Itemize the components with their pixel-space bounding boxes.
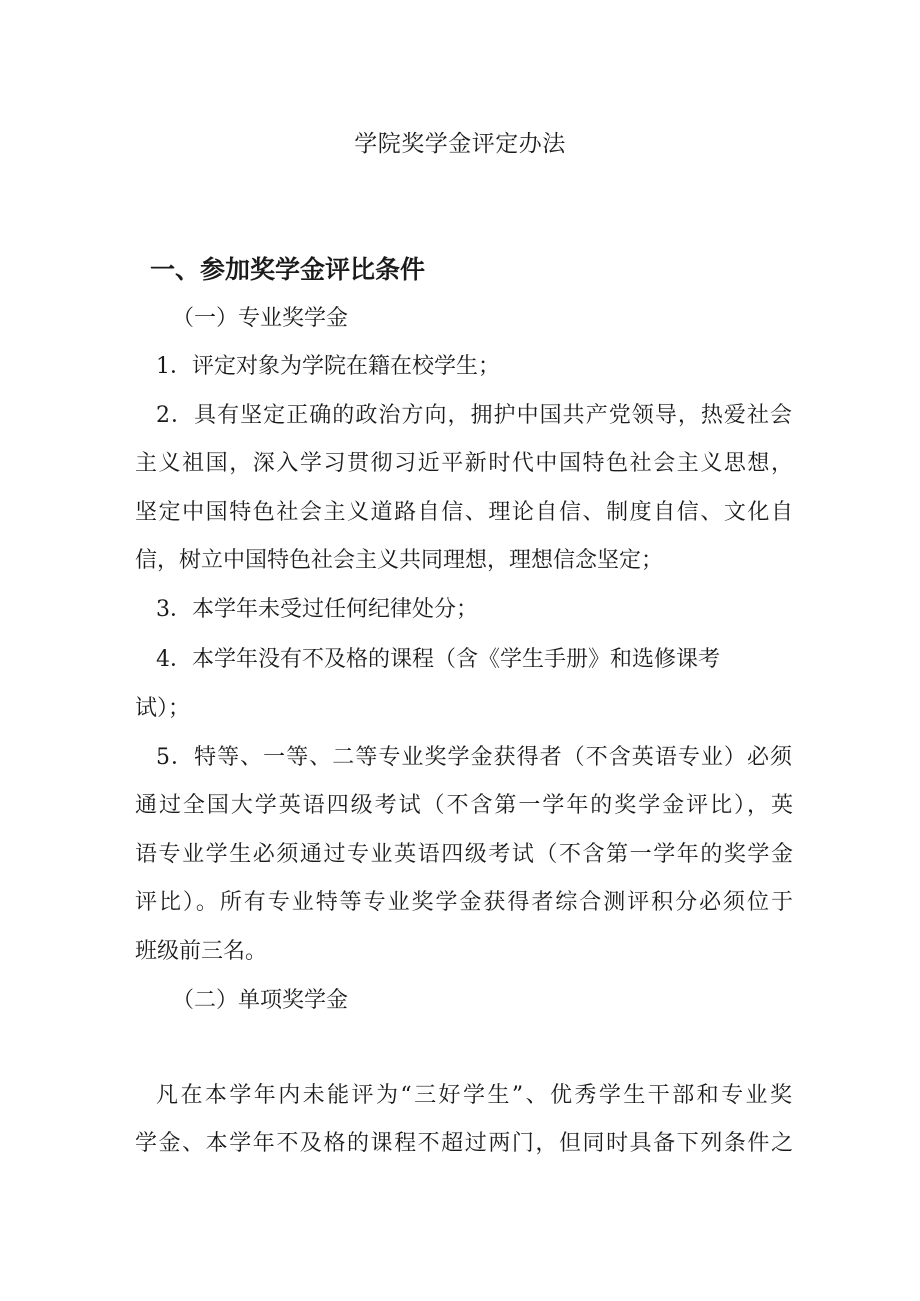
condition-item-5-line-3: 语专业学生必须通过专业英语四级考试（不含第一学年的奖学金 — [135, 842, 793, 867]
condition-item-5-line-5: 班级前三名。 — [135, 939, 268, 964]
paragraph-line-2: 学金、本学年不及格的课程不超过两门，但同时具备下列条件之 — [135, 1131, 793, 1156]
subsection-heading-professional: （一）专业奖学金 — [172, 306, 349, 331]
condition-item-3: 3．本学年未受过任何纪律处分； — [156, 597, 478, 622]
condition-item-5-line-1: 5．特等、一等、二等专业奖学金获得者（不含英语专业）必须 — [156, 745, 792, 770]
paragraph-line-1: 凡在本学年内未能评为“三好学生”、优秀学生干部和专业奖 — [156, 1083, 792, 1108]
condition-item-2-line-4: 信，树立中国特色社会主义共同理想，理想信念坚定； — [135, 548, 664, 573]
condition-item-5-line-2: 通过全国大学英语四级考试（不含第一学年的奖学金评比），英 — [135, 793, 793, 818]
condition-item-1: 1．评定对象为学院在籍在校学生； — [156, 354, 500, 379]
condition-item-2-line-2: 主义祖国，深入学习贯彻习近平新时代中国特色社会主义思想， — [135, 451, 793, 476]
condition-item-2-line-1: 2．具有坚定正确的政治方向，拥护中国共产党领导，热爱社会 — [156, 403, 792, 428]
section-heading: 一、参加奖学金评比条件 — [150, 255, 426, 284]
condition-item-5-line-4: 评比）。所有专业特等专业奖学金获得者综合测评积分必须位于 — [135, 890, 793, 915]
condition-item-2-line-3: 坚定中国特色社会主义道路自信、理论自信、制度自信、文化自 — [135, 500, 793, 525]
condition-item-4-line-1: 4．本学年没有不及格的课程（含《学生手册》和选修课考 — [156, 647, 720, 672]
subsection-heading-single: （二）单项奖学金 — [172, 988, 349, 1013]
condition-item-4-line-2: 试）； — [135, 696, 191, 721]
document-title: 学院奖学金评定办法 — [354, 131, 566, 157]
